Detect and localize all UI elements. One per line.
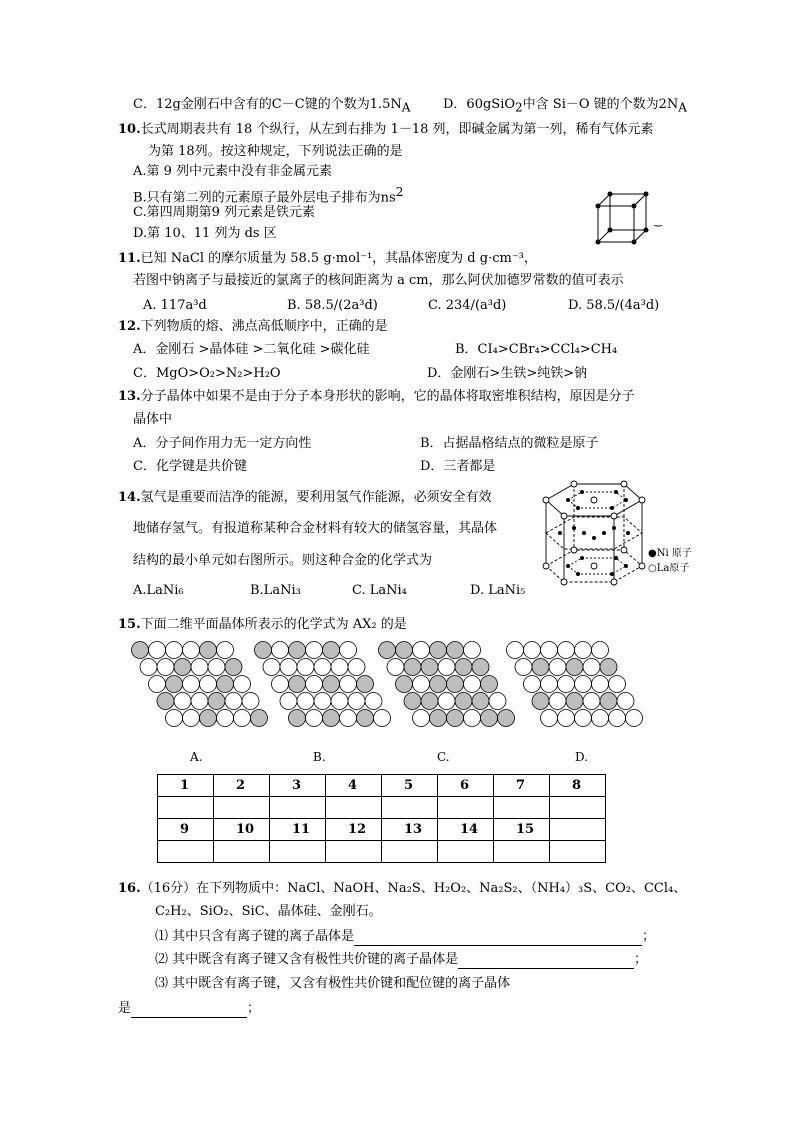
lattice-atom [430, 710, 447, 727]
lattice-atom [396, 676, 413, 693]
q10-option-b: B.只有第二列的元素原子最外层电子排布为$ns^2$ [133, 185, 404, 206]
lattice-atom [387, 659, 404, 676]
lattice-atom [174, 659, 191, 676]
q16-stem: 16.（16分）在下列物质中：NaCl、NaOH、Na₂S、H₂O₂、Na₂S₂、（NH₄）₃S、CO₂、CCl₄、 [118, 881, 687, 896]
lattice-atom [234, 710, 251, 727]
answer-header-cell: 15 [494, 819, 550, 841]
answer-header-cell: 13 [382, 819, 438, 841]
lattice-atom [306, 710, 323, 727]
lattice-atom [331, 693, 348, 710]
lattice-atom [323, 642, 340, 659]
q15-stem: 15.下面二维平面晶体所表示的化学式为 AX₂ 的是 [118, 617, 407, 632]
lattice-atom [532, 693, 549, 710]
q9-option-c: C．12g金刚石中含有的C－C键的个数为$1.5N_A$ [133, 97, 411, 115]
lattice-atom [225, 659, 242, 676]
lattice-atom [524, 642, 541, 659]
lattice-atom [447, 676, 464, 693]
answer-header-cell: 5 [382, 775, 438, 797]
lattice-atom [374, 710, 391, 727]
lattice-atom [272, 676, 289, 693]
answer-cell[interactable] [270, 841, 326, 863]
lattice-atom [149, 676, 166, 693]
lattice-atom [600, 693, 617, 710]
lattice-atom [515, 659, 532, 676]
answer-cell[interactable] [158, 797, 214, 819]
q16-part-3-cont: 是 ； [118, 1001, 261, 1016]
q14-option-b: B.LaNi₃ [250, 583, 301, 598]
answer-header-cell: 3 [270, 775, 326, 797]
answer-header-cell: 14 [438, 819, 494, 841]
q13-stem-cont: 晶体中 [133, 412, 173, 427]
answer-header-cell: 4 [326, 775, 382, 797]
q11-stem: 11.已知 NaCl 的摩尔质量为 58.5 g·mol⁻¹，其晶体密度为 d g·cm⁻³， [118, 251, 537, 266]
lattice-atom [200, 676, 217, 693]
lattice-atom [166, 676, 183, 693]
q15-label-c: C. [437, 750, 450, 764]
lattice-atom [481, 676, 498, 693]
q14-option-c: C. LaNi₄ [352, 583, 407, 598]
lattice-atom [438, 659, 455, 676]
answer-cell[interactable] [382, 841, 438, 863]
lattice-atom [575, 676, 592, 693]
q12-option-d: D．金刚石>生铁>纯铁>钠 [427, 366, 588, 381]
answer-cell[interactable] [438, 841, 494, 863]
q16-stem-cont: C₂H₂、SiO₂、SiC、晶体硅、金刚石。 [155, 904, 382, 919]
lattice-atom [280, 659, 297, 676]
answer-header-cell: 6 [438, 775, 494, 797]
lattice-atom [472, 693, 489, 710]
lattice-atom [208, 693, 225, 710]
lattice-atom [306, 676, 323, 693]
lattice-atom [626, 710, 643, 727]
lattice-atom [340, 642, 357, 659]
lattice-atom [609, 676, 626, 693]
lattice-atom [208, 659, 225, 676]
svg-text:‿: ‿ [654, 216, 663, 227]
answer-cell[interactable] [382, 797, 438, 819]
q11-option-d: D. 58.5/(4a³d) [568, 298, 660, 313]
lattice-atom [331, 659, 348, 676]
q15-label-d: D. [575, 750, 589, 764]
q12-stem: 12.下列物质的熔、沸点高低顺序中，正确的是 [118, 319, 388, 334]
answer-header-cell [550, 819, 606, 841]
lattice-atom [251, 710, 268, 727]
lattice-atom [592, 676, 609, 693]
q14-option-d: D. LaNi₅ [470, 583, 526, 598]
lattice-atom [583, 693, 600, 710]
lattice-atom [447, 642, 464, 659]
answer-cell[interactable] [550, 841, 606, 863]
lattice-atom [421, 693, 438, 710]
lattice-atom [464, 710, 481, 727]
q12-option-a: A．金刚石 >晶体硅 >二氧化硅 >碳化硅 [133, 342, 370, 357]
lattice-atom [217, 642, 234, 659]
answer-cell[interactable] [158, 841, 214, 863]
q10-option-a: A.第 9 列中元素中没有非金属元素 [133, 164, 333, 179]
lattice-atom [157, 693, 174, 710]
answer-cell[interactable] [494, 797, 550, 819]
lani5-crystal-figure [530, 472, 650, 590]
lattice-atom [541, 676, 558, 693]
lattice-atom [532, 659, 549, 676]
lattice-atom [447, 710, 464, 727]
lattice-atom [323, 676, 340, 693]
lattice-atom [191, 659, 208, 676]
lattice-atom [217, 676, 234, 693]
lattice-atom [242, 693, 259, 710]
lattice-atom [575, 642, 592, 659]
lattice-atom [413, 710, 430, 727]
answer-header-cell: 9 [158, 819, 214, 841]
lattice-atom [498, 710, 515, 727]
lattice-atom [455, 659, 472, 676]
lattice-atom [357, 676, 374, 693]
lattice-atom [464, 642, 481, 659]
q10-option-d: D.第 10、11 列为 ds 区 [133, 226, 277, 241]
q13-option-d: D．三者都是 [420, 459, 496, 474]
lattice-atom [489, 693, 506, 710]
q11-option-a: A. 117a³d [143, 298, 207, 313]
lattice-atom [396, 642, 413, 659]
lattice-atom [507, 642, 524, 659]
lattice-atom [464, 676, 481, 693]
q14-stem: 14.氢气是重要而洁净的能源，要利用氢气作能源，必须安全有效 [118, 490, 492, 505]
q16-answer-blank-1[interactable] [354, 927, 642, 946]
q11-stem-cont: 若图中钠离子与最接近的氯离子的核间距离为 a cm，那么阿伏加德罗常数的值可表示 [133, 273, 624, 288]
answer-header-cell: 8 [550, 775, 606, 797]
lattice-atom [575, 710, 592, 727]
lattice-atom [306, 642, 323, 659]
lattice-atom [132, 642, 149, 659]
q14-stem-cont2: 结构的最小单元如右图所示。则这种合金的化学式为 [133, 553, 433, 568]
answer-cell[interactable] [214, 841, 270, 863]
answer-cell[interactable] [326, 797, 382, 819]
lattice-atom [323, 710, 340, 727]
q13-option-c: C．化学键是共价键 [133, 459, 247, 474]
lattice-atom [183, 676, 200, 693]
lattice-atom [421, 659, 438, 676]
lattice-atom [481, 710, 498, 727]
answer-table [157, 774, 606, 863]
lattice-atom [379, 642, 396, 659]
lattice-atom [558, 642, 575, 659]
lattice-atom [609, 710, 626, 727]
lattice-atom [140, 659, 157, 676]
q11-option-c: C. 234/(a³d) [428, 298, 507, 313]
lattice-atom [200, 642, 217, 659]
lattice-atom [157, 659, 174, 676]
lattice-atom [413, 676, 430, 693]
lattice-atom [430, 642, 447, 659]
lattice-atom [234, 676, 251, 693]
answer-cell[interactable] [270, 797, 326, 819]
two-d-lattices [130, 640, 650, 740]
lattice-atom [263, 659, 280, 676]
lattice-atom [524, 676, 541, 693]
lattice-atom [600, 659, 617, 676]
lattice-atom [200, 710, 217, 727]
q14-stem-cont1: 地储存氢气。有报道称某种合金材料有较大的储氢容量，其晶体 [133, 521, 498, 536]
lattice-atom [289, 642, 306, 659]
lattice-atom [472, 659, 489, 676]
lattice-atom [404, 693, 421, 710]
lattice-atom [549, 659, 566, 676]
q13-option-b: B．占据晶格结点的微粒是原子 [420, 436, 599, 451]
q10-option-c: C.第四周期第9 列元素是铁元素 [133, 205, 316, 220]
q16-part-2: ⑵ 其中既含有离子键又含有极性共价键的离子晶体是 ； [155, 952, 648, 967]
lattice-atom [314, 659, 331, 676]
lattice-atom [592, 642, 609, 659]
answer-header-cell: 2 [214, 775, 270, 797]
q10-stem-cont: 为第 18列。按这种规定，下列说法正确的是 [148, 144, 403, 159]
lattice-atom [289, 710, 306, 727]
answer-header-cell: 12 [326, 819, 382, 841]
lattice-atom [404, 659, 421, 676]
q10-stem: 10.长式周期表共有 18 个纵行，从左到右排为 1－18 列，即碱金属为第一列，稀有气体元素 [118, 122, 654, 137]
lattice-atom [166, 642, 183, 659]
lattice-atom [583, 659, 600, 676]
answer-header-cell: 10 [214, 819, 270, 841]
lattice-atom [558, 676, 575, 693]
lattice-atom [340, 676, 357, 693]
answer-header-cell: 7 [494, 775, 550, 797]
lattice-atom [430, 676, 447, 693]
nacl-cube-figure [588, 184, 668, 254]
q16-part-1: ⑴ 其中只含有离子键的离子晶体是 ； [155, 929, 656, 944]
lattice-atom [217, 710, 234, 727]
lattice-atom [365, 693, 382, 710]
q16-answer-blank-2[interactable] [458, 950, 634, 969]
q13-option-a: A．分子间作用力无一定方向性 [133, 436, 312, 451]
lattice-atom [558, 710, 575, 727]
q16-answer-blank-3[interactable] [131, 999, 247, 1018]
lattice-atom [183, 710, 200, 727]
lattice-atom [357, 710, 374, 727]
lattice-atom [413, 642, 430, 659]
lattice-atom [455, 693, 472, 710]
lattice-atom [541, 642, 558, 659]
lattice-atom [166, 710, 183, 727]
lattice-atom [348, 659, 365, 676]
lattice-atom [297, 659, 314, 676]
lattice-atom [272, 642, 289, 659]
q13-stem: 13.分子晶体中如果不是由于分子本身形状的影响，它的晶体将取密堆积结构，原因是分子 [118, 389, 635, 404]
answer-cell[interactable] [438, 797, 494, 819]
q16-part-3: ⑶ 其中既含有离子键，又含有极性共价键和配位键的离子晶体 [155, 976, 511, 991]
answer-cell[interactable] [550, 797, 606, 819]
q11-option-b: B. 58.5/(2a³d) [287, 298, 378, 313]
lattice-atom [183, 642, 200, 659]
q12-option-c: C．MgO>O₂>N₂>H₂O [133, 366, 281, 381]
lattice-atom [617, 693, 634, 710]
answer-cell[interactable] [326, 841, 382, 863]
lattice-atom [289, 676, 306, 693]
lattice-atom [297, 693, 314, 710]
lattice-atom [348, 693, 365, 710]
answer-cell[interactable] [494, 841, 550, 863]
answer-header-cell: 11 [270, 819, 326, 841]
answer-header-cell: 1 [158, 775, 214, 797]
lattice-atom [438, 693, 455, 710]
lattice-atom [314, 693, 331, 710]
lattice-atom [566, 659, 583, 676]
lattice-atom [255, 642, 272, 659]
legend-ni: ●Ni 原子 [648, 548, 692, 559]
lattice-atom [149, 642, 166, 659]
lattice-atom [592, 710, 609, 727]
lattice-atom [549, 693, 566, 710]
lattice-atom [340, 710, 357, 727]
lattice-atom [174, 693, 191, 710]
lattice-atom [566, 693, 583, 710]
q12-option-b: B．CI₄>CBr₄>CCl₄>CH₄ [455, 342, 618, 357]
q14-option-a: A.LaNi₆ [133, 583, 184, 598]
q15-label-b: B. [313, 750, 326, 764]
lattice-atom [225, 693, 242, 710]
lattice-atom [541, 710, 558, 727]
lattice-atom [191, 693, 208, 710]
q9-option-d: D．60gSiO$_2$中含 Si－O 键的个数为$2N_A$ [443, 97, 687, 115]
answer-cell[interactable] [214, 797, 270, 819]
legend-la: ○La原子 [648, 563, 690, 574]
lattice-atom [280, 693, 297, 710]
q15-label-a: A. [190, 750, 203, 764]
